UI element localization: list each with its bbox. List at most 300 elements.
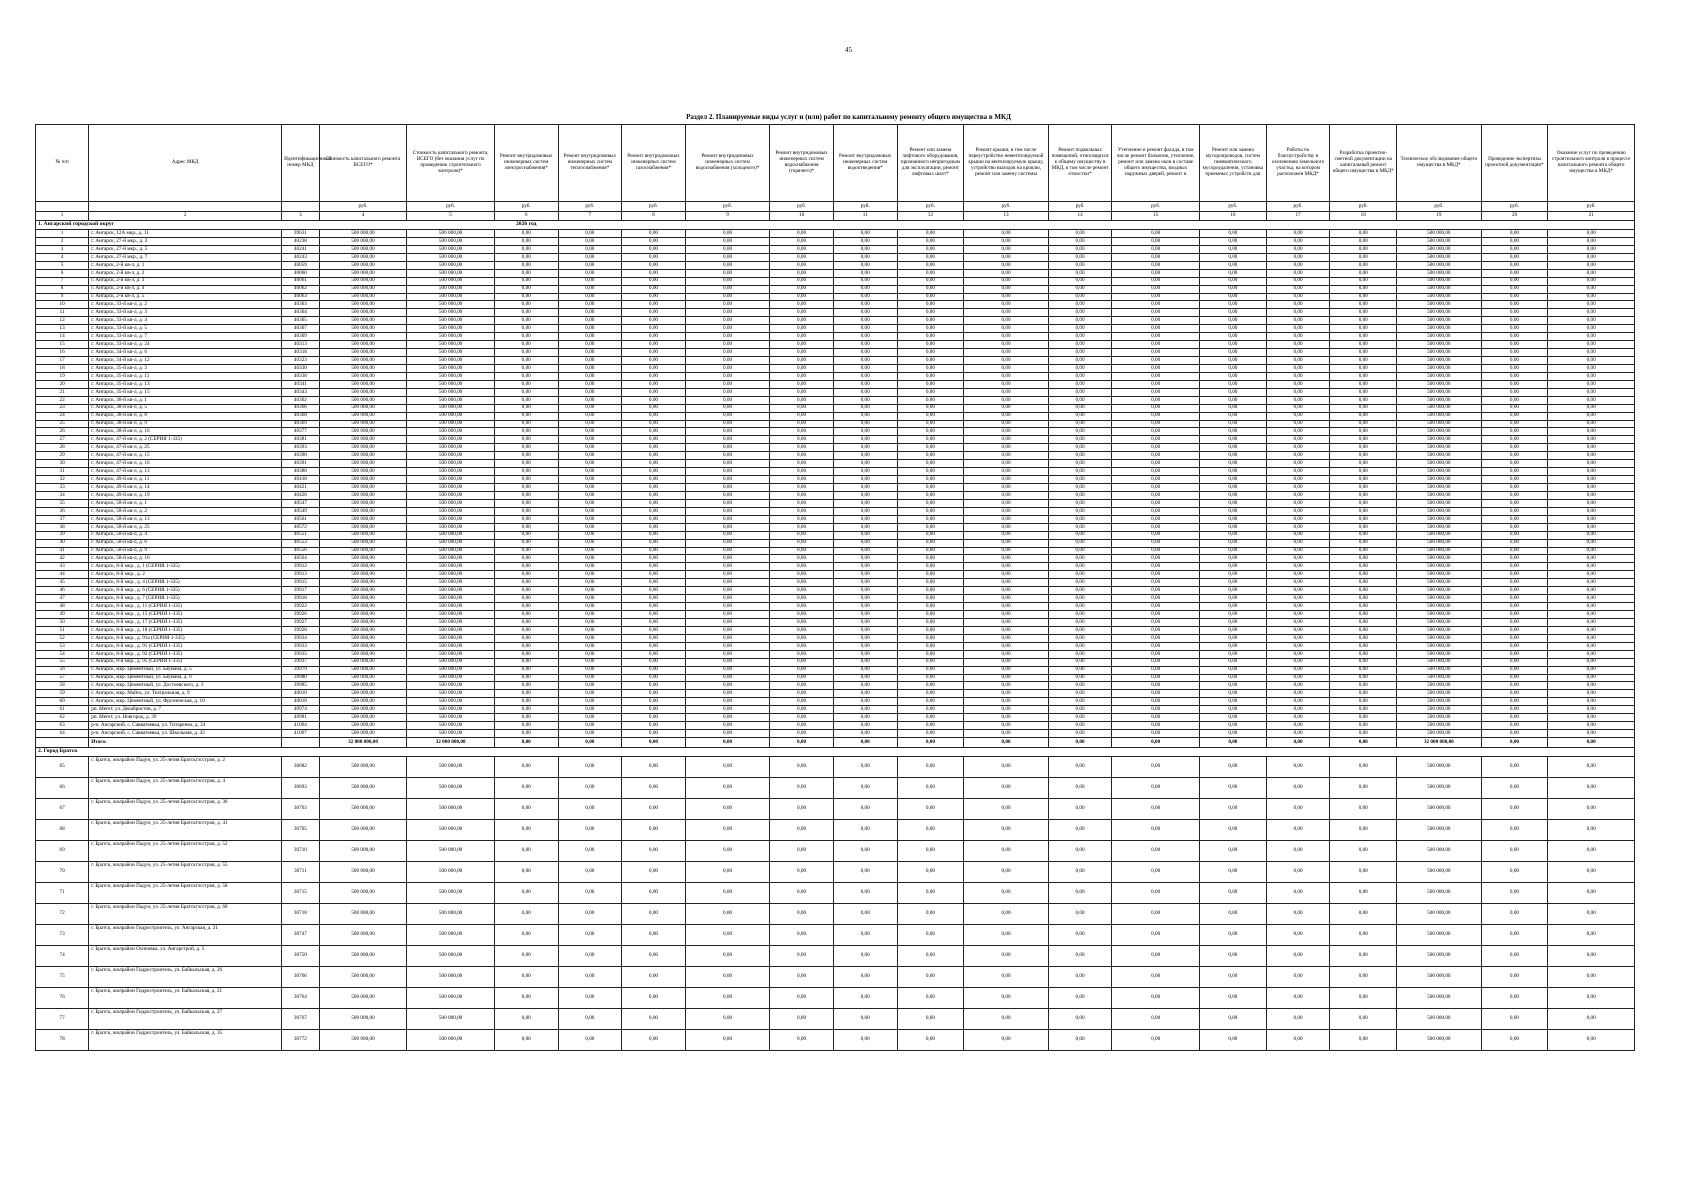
row-number: 28: [36, 444, 89, 452]
construction-control-cell: 0,00: [1548, 341, 1635, 349]
work-value-cell: 0,00: [1048, 261, 1112, 269]
work-value-cell: 0,00: [964, 261, 1048, 269]
work-value-cell: 0,00: [770, 491, 834, 499]
work-value-cell: 0,00: [1112, 799, 1200, 820]
work-value-cell: 0,00: [1266, 706, 1330, 714]
table-row: [36, 650, 1635, 658]
work-value-cell: 0,00: [1330, 862, 1397, 883]
work-value-cell: 0,00: [1330, 1030, 1397, 1051]
table-row: [36, 706, 1635, 714]
work-value-cell: 0,00: [833, 642, 897, 650]
work-value-cell: 0,00: [833, 388, 897, 396]
work-value-cell: 0,00: [833, 883, 897, 904]
work-value-cell: 0,00: [494, 428, 558, 436]
work-value-cell: 0,00: [494, 579, 558, 587]
header-cell: Ремонт или замена лифтового оборудования, признанного непригодным для эксплуатации, ремонт лифтовых шахт*: [897, 125, 964, 202]
work-value-cell: 0,00: [1266, 587, 1330, 595]
work-value-cell: 0,00: [1112, 499, 1200, 507]
work-value-cell: 0,00: [1266, 1009, 1330, 1030]
table-header: [36, 125, 1635, 212]
tech-survey-cell: 500 000,00: [1397, 650, 1481, 658]
work-value-cell: 0,00: [685, 682, 769, 690]
tech-survey-cell: 500 000,00: [1397, 925, 1481, 946]
work-value-cell: 0,00: [558, 706, 622, 714]
work-value-cell: 0,00: [1266, 946, 1330, 967]
work-value-cell: 0,00: [558, 230, 622, 238]
work-value-cell: 0,00: [1199, 666, 1266, 674]
construction-control-cell: 0,00: [1548, 778, 1635, 799]
house-id-cell: 30764: [282, 988, 320, 1009]
work-value-cell: 0,00: [622, 412, 686, 420]
work-value-cell: 0,00: [833, 579, 897, 587]
row-number: 60: [36, 698, 89, 706]
work-value-cell: 0,00: [1112, 698, 1200, 706]
work-value-cell: 0,00: [1112, 883, 1200, 904]
construction-control-cell: 0,00: [1548, 460, 1635, 468]
work-value-cell: 0,00: [685, 460, 769, 468]
work-value-cell: 0,00: [558, 603, 622, 611]
table-row: [36, 317, 1635, 325]
address-cell: г. Ангарск, мкр. Цементный, ул. Фрунзенская, д. 10: [89, 698, 282, 706]
work-value-cell: 0,00: [964, 682, 1048, 690]
unit-cell: руб.: [407, 202, 495, 212]
expertise-cell: 0,00: [1481, 428, 1548, 436]
work-value-cell: 0,00: [685, 277, 769, 285]
cost-without-control-cell: 500 000,00: [407, 925, 495, 946]
house-id-cell: 40059: [282, 261, 320, 269]
work-value-cell: 0,00: [1048, 925, 1112, 946]
work-value-cell: 0,00: [833, 799, 897, 820]
address-cell: г. Ангарск, 8-й мкр., д. 91 (СЕРИЯ 1-335): [89, 642, 282, 650]
work-value-cell: 0,00: [833, 476, 897, 484]
cost-total-cell: 500 000,00: [319, 396, 407, 404]
row-number: 20: [36, 380, 89, 388]
work-value-cell: 0,00: [1048, 611, 1112, 619]
work-value-cell: 0,00: [1330, 396, 1397, 404]
unit-cell: руб.: [1330, 202, 1397, 212]
cost-without-control-cell: 500 000,00: [407, 515, 495, 523]
house-id-cell: 30767: [282, 1009, 320, 1030]
work-value-cell: 0,00: [1330, 722, 1397, 730]
expertise-cell: 0,00: [1481, 946, 1548, 967]
work-value-cell: 0,00: [558, 277, 622, 285]
address-cell: г. Ангарск, 8-й мкр., д. 2: [89, 571, 282, 579]
work-value-cell: 0,00: [1330, 484, 1397, 492]
work-value-cell: 0,00: [494, 967, 558, 988]
address-cell: г. Ангарск, 49-й кв-л, д. 11: [89, 476, 282, 484]
work-value-cell: 0,00: [1112, 293, 1200, 301]
work-value-cell: 0,00: [833, 820, 897, 841]
cost-total-cell: 500 000,00: [319, 325, 407, 333]
year-label: [494, 748, 558, 757]
tech-survey-cell: 500 000,00: [1397, 778, 1481, 799]
work-value-cell: 0,00: [1330, 293, 1397, 301]
work-value-cell: 0,00: [1048, 634, 1112, 642]
tech-survey-cell: 500 000,00: [1397, 309, 1481, 317]
cost-total-cell: 500 000,00: [319, 757, 407, 778]
work-value-cell: 0,00: [964, 730, 1048, 738]
work-value-cell: 0,00: [558, 515, 622, 523]
row-number: 8: [36, 285, 89, 293]
table-row: [36, 925, 1635, 946]
table-row: [36, 420, 1635, 428]
work-value-cell: 0,00: [964, 420, 1048, 428]
work-value-cell: 0,00: [494, 301, 558, 309]
work-value-cell: 0,00: [1199, 988, 1266, 1009]
expertise-cell: 0,00: [1481, 253, 1548, 261]
work-value-cell: 0,00: [1048, 571, 1112, 579]
work-value-cell: 0,00: [1048, 595, 1112, 603]
work-value-cell: 0,00: [622, 317, 686, 325]
work-value-cell: 0,00: [1330, 658, 1397, 666]
work-value-cell: 0,00: [897, 579, 964, 587]
work-value-cell: 0,00: [1330, 946, 1397, 967]
work-value-cell: 0,00: [558, 253, 622, 261]
work-value-cell: 0,00: [685, 862, 769, 883]
expertise-cell: 0,00: [1481, 396, 1548, 404]
table-row: [36, 436, 1635, 444]
work-value-cell: 0,00: [558, 357, 622, 365]
work-value-cell: 0,00: [833, 595, 897, 603]
column-number-cell: 7: [558, 212, 622, 221]
row-number: 56: [36, 666, 89, 674]
cost-without-control-cell: 500 000,00: [407, 706, 495, 714]
cost-without-control-cell: 500 000,00: [407, 946, 495, 967]
work-value-cell: 0,00: [1266, 547, 1330, 555]
work-value-cell: 0,00: [770, 778, 834, 799]
work-value-cell: 0,00: [622, 666, 686, 674]
table-row: [36, 579, 1635, 587]
work-value-cell: 0,00: [1199, 357, 1266, 365]
cost-total-cell: 500 000,00: [319, 904, 407, 925]
work-value-cell: 0,00: [1112, 380, 1200, 388]
cost-without-control-cell: 500 000,00: [407, 341, 495, 349]
address-cell: г. Братск, жилрайон Падун, ул. 25-летия Братскгэсстроя, д. 4: [89, 778, 282, 799]
tech-survey-cell: 500 000,00: [1397, 682, 1481, 690]
work-value-cell: 0,00: [494, 333, 558, 341]
work-value-cell: 0,00: [622, 309, 686, 317]
work-value-cell: 0,00: [685, 714, 769, 722]
row-number: 51: [36, 626, 89, 634]
address-cell: г. Ангарск, 8-й мкр., д. 15 (СЕРИЯ 1-335): [89, 611, 282, 619]
work-value-cell: 0,00: [1330, 531, 1397, 539]
work-value-cell: 0,00: [833, 531, 897, 539]
construction-control-cell: 0,00: [1548, 420, 1635, 428]
construction-control-cell: 0,00: [1548, 428, 1635, 436]
address-cell: г. Ангарск, 8-й мкр., д. 6 (СЕРИЯ 1-335): [89, 587, 282, 595]
work-value-cell: 0,00: [685, 820, 769, 841]
work-value-cell: 0,00: [1112, 690, 1200, 698]
work-value-cell: 0,00: [1330, 388, 1397, 396]
tech-survey-cell: 500 000,00: [1397, 626, 1481, 634]
cost-total-cell: 500 000,00: [319, 349, 407, 357]
expertise-cell: 0,00: [1481, 595, 1548, 603]
work-value-cell: 0,00: [964, 388, 1048, 396]
work-value-cell: 0,00: [770, 626, 834, 634]
house-id-cell: 39933: [282, 642, 320, 650]
cost-total-cell: 500 000,00: [319, 468, 407, 476]
work-value-cell: 0,00: [897, 491, 964, 499]
house-id-cell: 41007: [282, 730, 320, 738]
work-value-cell: 0,00: [685, 618, 769, 626]
expertise-cell: 0,00: [1481, 468, 1548, 476]
work-value-cell: 0,00: [897, 317, 964, 325]
row-number: 72: [36, 904, 89, 925]
work-value-cell: 0,00: [1199, 372, 1266, 380]
work-value-cell: 0,00: [1048, 820, 1112, 841]
house-id-cell: 30682: [282, 757, 320, 778]
address-cell: г. Ангарск, 38-й кв-л, д. 5: [89, 404, 282, 412]
work-value-cell: 0,00: [833, 412, 897, 420]
work-value-cell: 0,00: [897, 372, 964, 380]
cost-total-cell: 500 000,00: [319, 862, 407, 883]
page-number: 45: [845, 46, 852, 54]
work-value-cell: 0,00: [1330, 547, 1397, 555]
work-value-cell: 0,00: [1330, 925, 1397, 946]
work-value-cell: 0,00: [964, 595, 1048, 603]
cost-without-control-cell: 500 000,00: [407, 404, 495, 412]
work-value-cell: 0,00: [897, 277, 964, 285]
work-value-cell: 0,00: [897, 515, 964, 523]
work-value-cell: 0,00: [494, 380, 558, 388]
table-row: [36, 523, 1635, 531]
work-value-cell: 0,00: [622, 579, 686, 587]
cost-without-control-cell: 500 000,00: [407, 555, 495, 563]
work-value-cell: 0,00: [1330, 757, 1397, 778]
work-value-cell: 0,00: [685, 245, 769, 253]
work-value-cell: 0,00: [1199, 325, 1266, 333]
table-row: [36, 269, 1635, 277]
work-value-cell: 0,00: [1048, 698, 1112, 706]
tech-survey-cell: 500 000,00: [1397, 904, 1481, 925]
expertise-cell: 0,00: [1481, 460, 1548, 468]
work-value-cell: 0,00: [964, 277, 1048, 285]
work-value-cell: 0,00: [1048, 484, 1112, 492]
work-value-cell: 0,00: [494, 547, 558, 555]
work-value-cell: 0,00: [1199, 757, 1266, 778]
work-value-cell: 0,00: [1048, 491, 1112, 499]
cost-total-cell: 500 000,00: [319, 364, 407, 372]
house-id-cell: 30747: [282, 925, 320, 946]
tech-survey-cell: 500 000,00: [1397, 420, 1481, 428]
work-value-cell: 0,00: [1266, 261, 1330, 269]
tech-survey-cell: 500 000,00: [1397, 690, 1481, 698]
work-value-cell: 0,00: [964, 698, 1048, 706]
work-value-cell: 0,00: [770, 682, 834, 690]
expertise-cell: 0,00: [1481, 626, 1548, 634]
work-value-cell: 0,00: [622, 946, 686, 967]
work-value-cell: 0,00: [1199, 595, 1266, 603]
work-value-cell: 0,00: [964, 634, 1048, 642]
work-value-cell: 0,00: [494, 269, 558, 277]
section-spacer: [558, 748, 1634, 757]
work-value-cell: 0,00: [1199, 799, 1266, 820]
work-value-cell: 0,00: [770, 904, 834, 925]
work-value-cell: 0,00: [1199, 364, 1266, 372]
work-value-cell: 0,00: [770, 412, 834, 420]
row-number: 13: [36, 325, 89, 333]
total-cell: 0,00: [1112, 738, 1200, 748]
work-value-cell: 0,00: [685, 507, 769, 515]
cost-total-cell: 500 000,00: [319, 412, 407, 420]
work-value-cell: 0,00: [622, 452, 686, 460]
address-cell: г. Ангарск, 47-й кв-л, д. 16: [89, 460, 282, 468]
row-number: 10: [36, 301, 89, 309]
work-value-cell: 0,00: [1266, 634, 1330, 642]
work-value-cell: 0,00: [964, 499, 1048, 507]
expertise-cell: 0,00: [1481, 706, 1548, 714]
table-row: [36, 967, 1635, 988]
expertise-cell: 0,00: [1481, 547, 1548, 555]
work-value-cell: 0,00: [770, 388, 834, 396]
work-value-cell: 0,00: [685, 293, 769, 301]
work-value-cell: 0,00: [1330, 364, 1397, 372]
expertise-cell: 0,00: [1481, 404, 1548, 412]
row-number: 52: [36, 634, 89, 642]
work-value-cell: 0,00: [558, 778, 622, 799]
work-value-cell: 0,00: [558, 531, 622, 539]
house-id-cell: 39915: [282, 579, 320, 587]
work-value-cell: 0,00: [558, 611, 622, 619]
work-value-cell: 0,00: [558, 468, 622, 476]
work-value-cell: 0,00: [622, 245, 686, 253]
house-id-cell: 40418: [282, 476, 320, 484]
unit-cell: руб.: [1048, 202, 1112, 212]
work-value-cell: 0,00: [1266, 476, 1330, 484]
tech-survey-cell: 500 000,00: [1397, 555, 1481, 563]
work-value-cell: 0,00: [1266, 428, 1330, 436]
work-value-cell: 0,00: [494, 674, 558, 682]
cost-total-cell: 500 000,00: [319, 357, 407, 365]
work-value-cell: 0,00: [1112, 357, 1200, 365]
cost-without-control-cell: 500 000,00: [407, 523, 495, 531]
work-value-cell: 0,00: [833, 650, 897, 658]
work-value-cell: 0,00: [558, 626, 622, 634]
work-value-cell: 0,00: [833, 626, 897, 634]
work-value-cell: 0,00: [622, 507, 686, 515]
tech-survey-cell: 500 000,00: [1397, 730, 1481, 738]
cost-without-control-cell: 500 000,00: [407, 444, 495, 452]
work-value-cell: 0,00: [494, 799, 558, 820]
cost-total-cell: 500 000,00: [319, 309, 407, 317]
work-value-cell: 0,00: [897, 357, 964, 365]
work-value-cell: 0,00: [494, 277, 558, 285]
work-value-cell: 0,00: [1266, 277, 1330, 285]
expertise-cell: 0,00: [1481, 531, 1548, 539]
unit-cell: руб.: [1397, 202, 1481, 212]
section-name: 2. Город Братск: [36, 748, 495, 757]
address-cell: г. Ангарск, 34-й кв-л, д. 6: [89, 349, 282, 357]
work-value-cell: 0,00: [897, 333, 964, 341]
cost-total-cell: 500 000,00: [319, 799, 407, 820]
work-value-cell: 0,00: [1199, 587, 1266, 595]
work-value-cell: 0,00: [833, 634, 897, 642]
cost-without-control-cell: 500 000,00: [407, 412, 495, 420]
work-value-cell: 0,00: [1048, 325, 1112, 333]
work-value-cell: 0,00: [494, 555, 558, 563]
work-value-cell: 0,00: [964, 245, 1048, 253]
work-value-cell: 0,00: [494, 757, 558, 778]
construction-control-cell: 0,00: [1548, 579, 1635, 587]
work-value-cell: 0,00: [622, 420, 686, 428]
work-value-cell: 0,00: [833, 547, 897, 555]
work-value-cell: 0,00: [558, 412, 622, 420]
work-value-cell: 0,00: [1112, 547, 1200, 555]
row-number: 34: [36, 491, 89, 499]
work-value-cell: 0,00: [622, 799, 686, 820]
address-cell: г. Братск, жилрайон Падун, ул. 25-летия Братскгэсстроя, д. 41: [89, 820, 282, 841]
row-number: 23: [36, 404, 89, 412]
address-cell: г. Ангарск, 38-й кв-л, д. 9: [89, 420, 282, 428]
work-value-cell: 0,00: [622, 730, 686, 738]
column-numbers-row: [36, 212, 1635, 221]
work-value-cell: 0,00: [622, 230, 686, 238]
work-value-cell: 0,00: [770, 799, 834, 820]
cost-total-cell: 500 000,00: [319, 293, 407, 301]
work-value-cell: 0,00: [622, 484, 686, 492]
work-value-cell: 0,00: [558, 650, 622, 658]
cost-without-control-cell: 500 000,00: [407, 380, 495, 388]
work-value-cell: 0,00: [1199, 626, 1266, 634]
work-value-cell: 0,00: [1048, 603, 1112, 611]
cost-total-cell: 500 000,00: [319, 277, 407, 285]
cost-total-cell: 500 000,00: [319, 618, 407, 626]
work-value-cell: 0,00: [622, 988, 686, 1009]
work-value-cell: 0,00: [1112, 666, 1200, 674]
table-row: [36, 499, 1635, 507]
column-number-cell: 8: [622, 212, 686, 221]
work-value-cell: 0,00: [558, 690, 622, 698]
total-cell: 0,00: [1330, 738, 1397, 748]
work-value-cell: 0,00: [685, 650, 769, 658]
work-value-cell: 0,00: [1112, 634, 1200, 642]
work-value-cell: 0,00: [558, 722, 622, 730]
expertise-cell: 0,00: [1481, 642, 1548, 650]
address-cell: г. Ангарск, 33-й кв-л, д. 3: [89, 309, 282, 317]
cost-total-cell: 500 000,00: [319, 515, 407, 523]
work-value-cell: 0,00: [964, 626, 1048, 634]
work-value-cell: 0,00: [1266, 364, 1330, 372]
cost-without-control-cell: 500 000,00: [407, 988, 495, 1009]
house-id-cell: 30750: [282, 946, 320, 967]
work-value-cell: 0,00: [1112, 904, 1200, 925]
section-title: Раздел 2. Планируемые виды услуг и (или) работ по капитальному ремонту общего имущества в МКД: [686, 113, 1011, 121]
work-value-cell: 0,00: [897, 230, 964, 238]
work-value-cell: 0,00: [1330, 563, 1397, 571]
work-value-cell: 0,00: [1112, 820, 1200, 841]
work-value-cell: 0,00: [622, 341, 686, 349]
work-value-cell: 0,00: [833, 611, 897, 619]
work-value-cell: 0,00: [1048, 372, 1112, 380]
cost-total-cell: 500 000,00: [319, 555, 407, 563]
construction-control-cell: 0,00: [1548, 357, 1635, 365]
work-value-cell: 0,00: [1199, 722, 1266, 730]
work-value-cell: 0,00: [833, 1009, 897, 1030]
construction-control-cell: 0,00: [1548, 372, 1635, 380]
work-value-cell: 0,00: [770, 634, 834, 642]
work-value-cell: 0,00: [833, 988, 897, 1009]
cost-without-control-cell: 500 000,00: [407, 372, 495, 380]
row-number: 41: [36, 547, 89, 555]
work-value-cell: 0,00: [558, 988, 622, 1009]
address-cell: г. Ангарск, 8-й мкр., д. 18 (СЕРИЯ 1-335): [89, 626, 282, 634]
work-value-cell: 0,00: [622, 380, 686, 388]
work-value-cell: 0,00: [558, 237, 622, 245]
row-number: 14: [36, 333, 89, 341]
work-value-cell: 0,00: [1048, 396, 1112, 404]
work-value-cell: 0,00: [897, 603, 964, 611]
work-value-cell: 0,00: [964, 491, 1048, 499]
